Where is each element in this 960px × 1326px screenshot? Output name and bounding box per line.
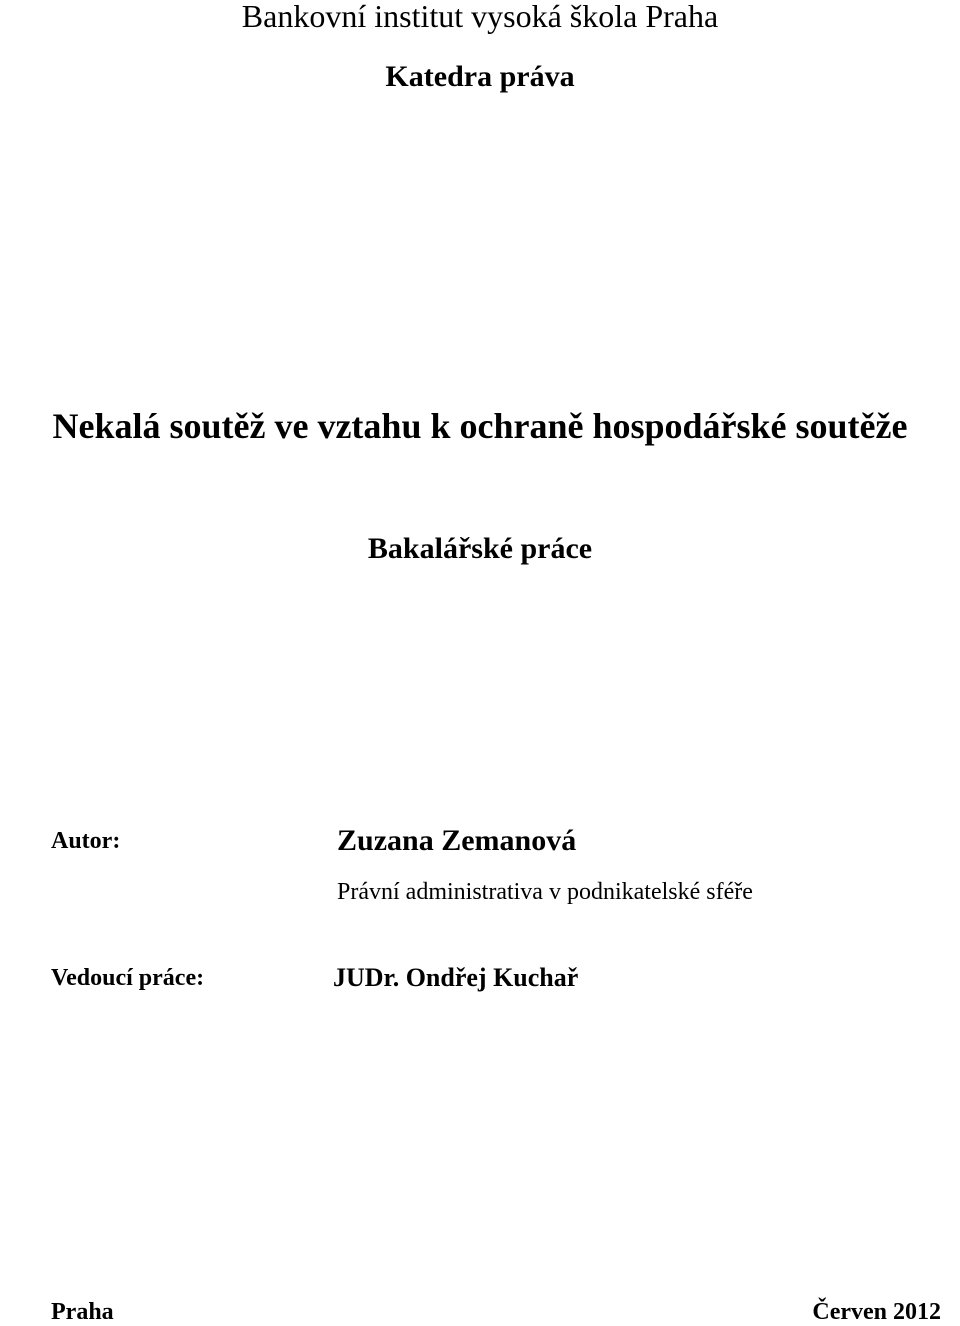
thesis-type: Bakalářské práce — [367, 532, 593, 565]
supervisor-label: Vedoucí práce: — [51, 965, 205, 991]
department-name: Katedra práva — [385, 60, 575, 93]
author-label: Autor: — [51, 828, 121, 854]
author-name: Zuzana Zemanová — [337, 824, 577, 857]
supervisor-name: JUDr. Ondřej Kuchař — [333, 963, 579, 992]
study-program: Právní administrativa v podnikatelské sféře — [337, 879, 753, 905]
place: Praha — [51, 1299, 114, 1325]
thesis-title: Nekalá soutěž ve vztahu k ochraně hospodářské soutěže — [52, 406, 908, 446]
submission-date: Červen 2012 — [812, 1299, 941, 1325]
institution-name: Bankovní institut vysoká škola Praha — [241, 0, 719, 34]
